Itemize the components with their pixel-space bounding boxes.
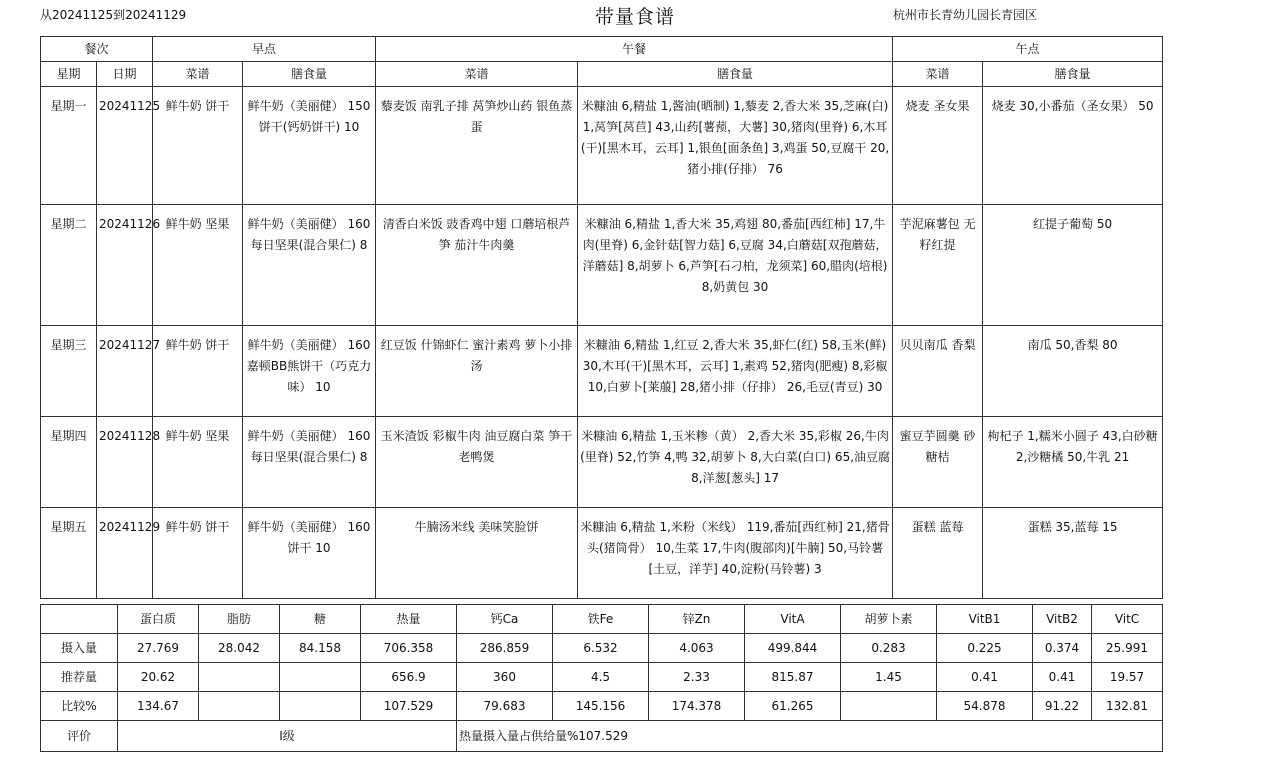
value-cell: 4.5 xyxy=(553,663,649,692)
value-cell: 499.844 xyxy=(745,634,841,663)
nutrition-table xyxy=(40,604,1163,752)
value-cell: 706.358 xyxy=(361,634,457,663)
weekday-cell: 星期三 xyxy=(41,326,97,417)
snack-amounts-cell: 枸杞子 1,糯米小圆子 43,白砂糖 2,沙糖橘 50,牛乳 21 xyxy=(983,417,1163,508)
nutrition-header-row xyxy=(41,605,1163,634)
menu-row-thursday xyxy=(41,417,1163,508)
breakfast-dishes-cell: 鲜牛奶 饼干 xyxy=(153,508,243,599)
snack-amounts-cell: 南瓜 50,香梨 80 xyxy=(983,326,1163,417)
value-cell: 2.33 xyxy=(649,663,745,692)
value-cell: 20.62 xyxy=(118,663,199,692)
weekday-cell: 星期五 xyxy=(41,508,97,599)
recommended-row xyxy=(41,663,1163,692)
value-cell: 145.156 xyxy=(553,692,649,721)
weekday-cell: 星期一 xyxy=(41,87,97,205)
column-header-row xyxy=(41,62,1163,87)
date-header: 日期 xyxy=(97,62,153,87)
nutrient-header: 糖 xyxy=(280,605,361,634)
menu-table xyxy=(40,36,1163,599)
value-cell: 360 xyxy=(457,663,553,692)
page-header xyxy=(0,0,1200,36)
value-cell xyxy=(841,692,937,721)
breakfast-amounts-cell: 鲜牛奶（美丽健） 160 嘉顿BB熊饼干（巧克力味） 10 xyxy=(243,326,376,417)
snack-dishes-cell: 蛋糕 蓝莓 xyxy=(893,508,983,599)
weekday-cell: 星期四 xyxy=(41,417,97,508)
value-cell: 84.158 xyxy=(280,634,361,663)
lunch-dishes-cell: 清香白米饭 豉香鸡中翅 口蘑培根芦笋 茄汁牛肉羹 xyxy=(376,205,578,326)
date-cell: 20241125 xyxy=(97,87,153,205)
weekday-header: 星期 xyxy=(41,62,97,87)
value-cell: 6.532 xyxy=(553,634,649,663)
weekday-cell: 星期二 xyxy=(41,205,97,326)
value-cell: 134.67 xyxy=(118,692,199,721)
breakfast-dishes-cell: 鲜牛奶 坚果 xyxy=(153,417,243,508)
menu-row-monday xyxy=(41,87,1163,205)
value-cell: 54.878 xyxy=(937,692,1033,721)
value-cell: 0.225 xyxy=(937,634,1033,663)
value-cell: 132.81 xyxy=(1092,692,1163,721)
breakfast-header: 早点 xyxy=(153,37,376,62)
evaluation-grade: I级 xyxy=(118,721,457,752)
date-cell: 20241127 xyxy=(97,326,153,417)
school-name: 杭州市长青幼儿园长青园区 xyxy=(893,8,1038,22)
snack-amounts-cell: 蛋糕 35,蓝莓 15 xyxy=(983,508,1163,599)
lunch-header: 午餐 xyxy=(376,37,893,62)
value-cell: 19.57 xyxy=(1092,663,1163,692)
lunch-dishes-cell: 牛腩汤米线 美味笑脸饼 xyxy=(376,508,578,599)
value-cell xyxy=(199,663,280,692)
date-cell: 20241126 xyxy=(97,205,153,326)
nutrient-header: 胡萝卜素 xyxy=(841,605,937,634)
value-cell: 61.265 xyxy=(745,692,841,721)
nutrient-header: 脂肪 xyxy=(199,605,280,634)
value-cell: 656.9 xyxy=(361,663,457,692)
nutrient-header: VitB2 xyxy=(1033,605,1092,634)
breakfast-amounts-cell: 鲜牛奶（美丽健） 150 饼干(钙奶饼干) 10 xyxy=(243,87,376,205)
snack-dishes-cell: 蜜豆芋圆羹 砂糖桔 xyxy=(893,417,983,508)
value-cell: 0.41 xyxy=(937,663,1033,692)
comparison-row xyxy=(41,692,1163,721)
meal-type-header: 餐次 xyxy=(41,37,153,62)
menu-row-tuesday xyxy=(41,205,1163,326)
date-range: 从20241125到20241129 xyxy=(40,8,187,22)
breakfast-dishes-header: 菜谱 xyxy=(153,62,243,87)
snack-amounts-cell: 烧麦 30,小番茄（圣女果） 50 xyxy=(983,87,1163,205)
intake-row xyxy=(41,634,1163,663)
lunch-amounts-cell: 米糠油 6,精盐 1,酱油(晒制) 1,藜麦 2,香大米 35,芝麻(白) 1,莴笋[莴苣] 43,山药[薯蓣，大薯] 30,猪肉(里脊) 6,木耳(干)[黑木耳，云耳] 1,银鱼[面条鱼] 3,鸡蛋 50,豆腐干 20,猪小排(仔排） 76 xyxy=(578,87,893,205)
breakfast-dishes-cell: 鲜牛奶 坚果 xyxy=(153,205,243,326)
value-cell xyxy=(280,692,361,721)
value-cell: 0.374 xyxy=(1033,634,1092,663)
nutrient-header: 蛋白质 xyxy=(118,605,199,634)
menu-row-wednesday xyxy=(41,326,1163,417)
nutrient-header: 铁Fe xyxy=(553,605,649,634)
lunch-amounts-cell: 米糠油 6,精盐 1,米粉（米线） 119,番茄[西红柿] 21,猪骨头(猪筒骨） 10,生菜 17,牛肉(腹部肉)[牛腩] 50,马铃薯[土豆，洋芋] 40,淀粉(马铃薯) 3 xyxy=(578,508,893,599)
value-cell: 815.87 xyxy=(745,663,841,692)
lunch-dishes-cell: 玉米渣饭 彩椒牛肉 油豆腐白菜 笋干老鸭煲 xyxy=(376,417,578,508)
breakfast-amounts-cell: 鲜牛奶（美丽健） 160 饼干 10 xyxy=(243,508,376,599)
breakfast-amounts-cell: 鲜牛奶（美丽健） 160 每日坚果(混合果仁) 8 xyxy=(243,205,376,326)
value-cell: 28.042 xyxy=(199,634,280,663)
evaluation-note: 热量摄入量占供给量%107.529 xyxy=(457,721,1163,752)
nutrient-header: 热量 xyxy=(361,605,457,634)
nutrient-header: 钙Ca xyxy=(457,605,553,634)
lunch-dishes-cell: 红豆饭 什锦虾仁 蜜汁素鸡 萝卜小排汤 xyxy=(376,326,578,417)
nutrient-header: VitB1 xyxy=(937,605,1033,634)
nutrient-header xyxy=(41,605,118,634)
value-cell: 91.22 xyxy=(1033,692,1092,721)
nutrient-header: 锌Zn xyxy=(649,605,745,634)
snack-dishes-cell: 芋泥麻薯包 无籽红提 xyxy=(893,205,983,326)
evaluation-label: 评价 xyxy=(41,721,118,752)
snack-header: 午点 xyxy=(893,37,1163,62)
lunch-amounts-cell: 米糠油 6,精盐 1,红豆 2,香大米 35,虾仁(红) 58,玉米(鲜) 30,木耳(干)[黑木耳，云耳] 1,素鸡 52,猪肉(肥瘦) 8,彩椒 10,白萝卜[莱菔] 28,猪小排（仔排） 26,毛豆(青豆) 30 xyxy=(578,326,893,417)
value-cell: 0.283 xyxy=(841,634,937,663)
group-header-row xyxy=(41,37,1163,62)
snack-amounts-header: 膳食量 xyxy=(983,62,1163,87)
date-cell: 20241129 xyxy=(97,508,153,599)
value-cell: 286.859 xyxy=(457,634,553,663)
lunch-amounts-header: 膳食量 xyxy=(578,62,893,87)
value-cell: 107.529 xyxy=(361,692,457,721)
nutrient-header: VitA xyxy=(745,605,841,634)
value-cell: 174.378 xyxy=(649,692,745,721)
value-cell xyxy=(280,663,361,692)
value-cell: 25.991 xyxy=(1092,634,1163,663)
value-cell: 0.41 xyxy=(1033,663,1092,692)
lunch-dishes-header: 菜谱 xyxy=(376,62,578,87)
value-cell: 4.063 xyxy=(649,634,745,663)
evaluation-row xyxy=(41,721,1163,752)
row-label: 比较% xyxy=(41,692,118,721)
breakfast-dishes-cell: 鲜牛奶 饼干 xyxy=(153,326,243,417)
lunch-amounts-cell: 米糠油 6,精盐 1,玉米糁（黄） 2,香大米 35,彩椒 26,牛肉(里脊) 52,竹笋 4,鸭 32,胡萝卜 8,大白菜(白口) 65,油豆腐 8,洋葱[葱头] 17 xyxy=(578,417,893,508)
lunch-amounts-cell: 米糠油 6,精盐 1,香大米 35,鸡翅 80,番茄[西红柿] 17,牛肉(里脊) 6,金针菇[智力菇] 6,豆腐 34,白蘑菇[双孢蘑菇，洋蘑菇] 8,胡萝卜 6,芦笋[石刁柏，龙须菜] 60,腊肉(培根) 8,奶黄包 30 xyxy=(578,205,893,326)
value-cell: 79.683 xyxy=(457,692,553,721)
value-cell: 1.45 xyxy=(841,663,937,692)
value-cell: 27.769 xyxy=(118,634,199,663)
snack-amounts-cell: 红提子葡萄 50 xyxy=(983,205,1163,326)
menu-row-friday xyxy=(41,508,1163,599)
value-cell xyxy=(199,692,280,721)
lunch-dishes-cell: 藜麦饭 南乳子排 莴笋炒山药 银鱼蒸蛋 xyxy=(376,87,578,205)
snack-dishes-header: 菜谱 xyxy=(893,62,983,87)
row-label: 摄入量 xyxy=(41,634,118,663)
page-title: 带量食谱 xyxy=(594,6,675,28)
breakfast-amounts-cell: 鲜牛奶（美丽健） 160 每日坚果(混合果仁) 8 xyxy=(243,417,376,508)
snack-dishes-cell: 贝贝南瓜 香梨 xyxy=(893,326,983,417)
breakfast-amounts-header: 膳食量 xyxy=(243,62,376,87)
snack-dishes-cell: 烧麦 圣女果 xyxy=(893,87,983,205)
breakfast-dishes-cell: 鲜牛奶 饼干 xyxy=(153,87,243,205)
nutrient-header: VitC xyxy=(1092,605,1163,634)
row-label: 推荐量 xyxy=(41,663,118,692)
date-cell: 20241128 xyxy=(97,417,153,508)
